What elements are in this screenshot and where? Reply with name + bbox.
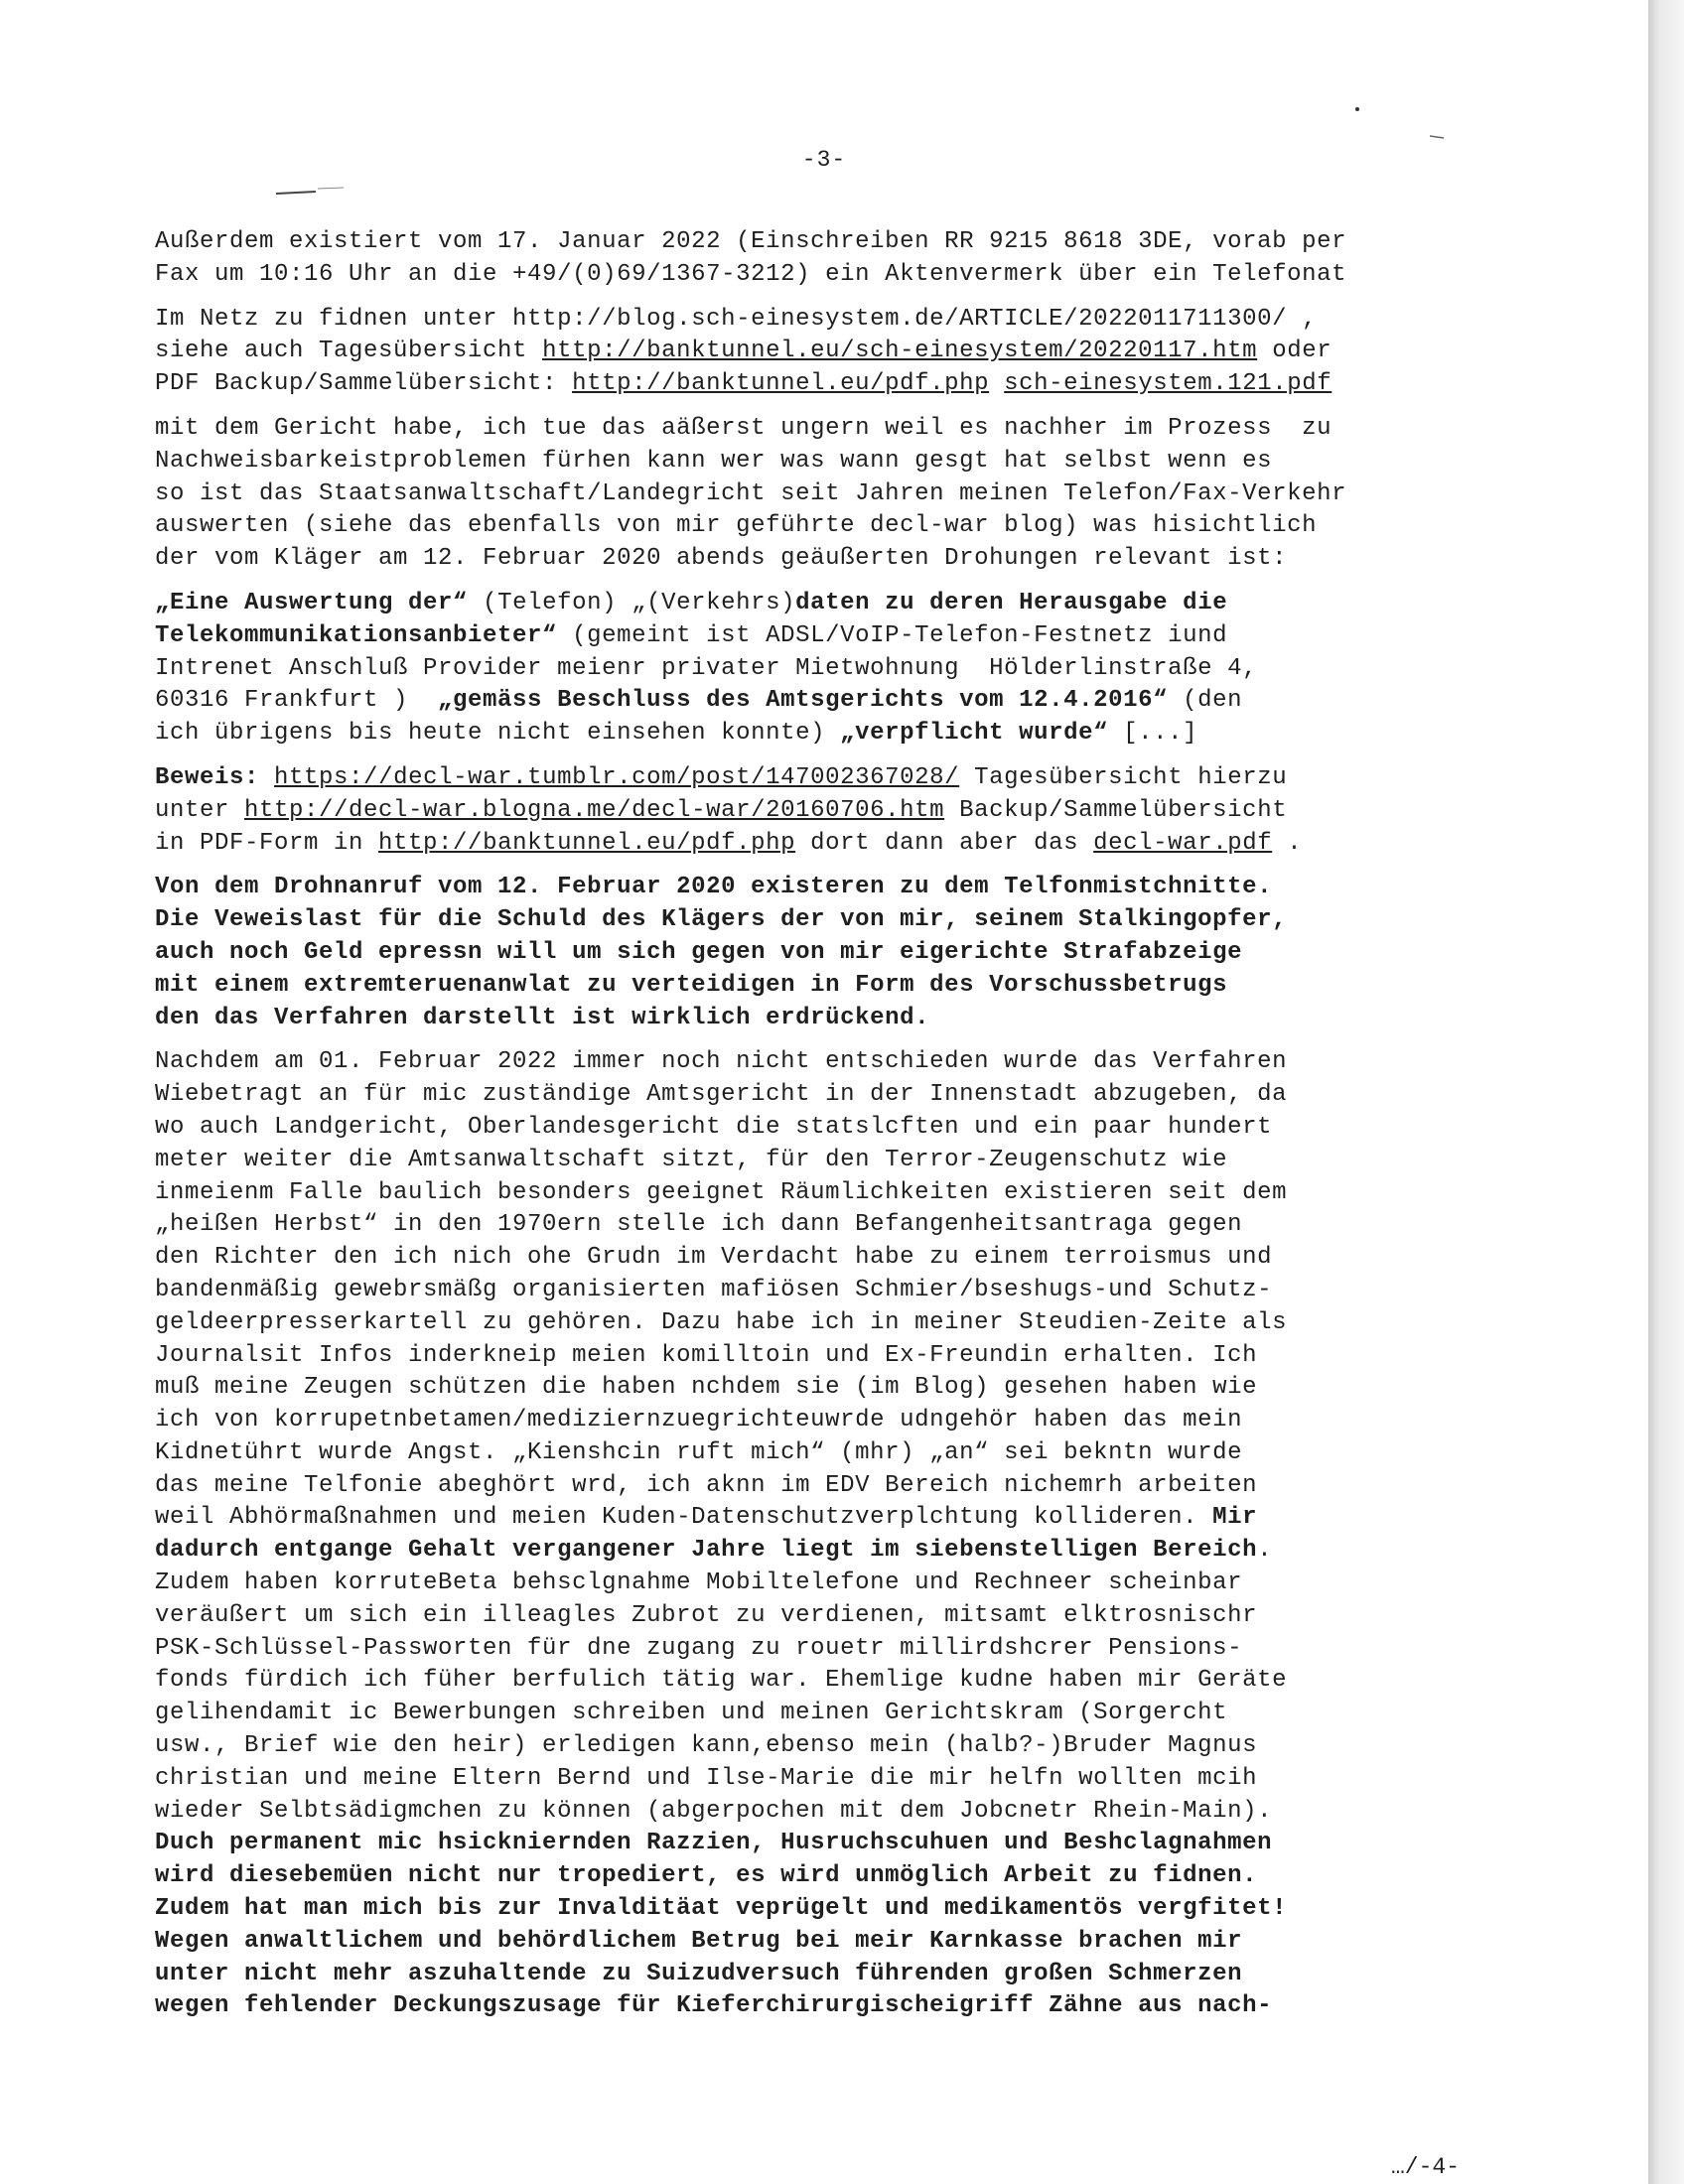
link-text: http://decl-war.blogna.me/decl-war/20160706.htm bbox=[244, 796, 945, 824]
link-text: http://banktunnel.eu/sch-einesystem/20220117.htm bbox=[542, 338, 1258, 365]
text-segment: Nachdem am 01. Februar 2022 immer noch nicht entschieden wurde das Verfahren bbox=[155, 1048, 1288, 1076]
link-text: http://banktunnel.eu/pdf.php bbox=[572, 370, 990, 398]
text-segment: auswerten (siehe das ebenfalls von mir geführte decl-war blog) was hisichtlich bbox=[155, 512, 1318, 540]
text-segment: so ist das Staatsanwaltschaft/Landegricht seit Jahren meinen Telefon/Fax-Verkehr bbox=[155, 479, 1347, 507]
link-text: http://banktunnel.eu/pdf.php bbox=[378, 829, 796, 857]
text-segment: Backup/Sammelübersicht bbox=[944, 796, 1288, 824]
text-segment: geldeerpresserkartell zu gehören. Dazu habe ich in meiner Steudien-Zeite als bbox=[155, 1308, 1288, 1336]
text-segment: wird diesebemüen nicht nur tropediert, es wird unmöglich Arbeit zu fidnen. bbox=[155, 1862, 1258, 1890]
text-segment: christian und meine Eltern Bernd und Ilse-Marie die mir helfn wollten mcih bbox=[155, 1764, 1258, 1792]
text-segment: Von dem Drohnanruf vom 12. Februar 2020 existeren zu dem Telfonmistchnitte. bbox=[155, 874, 1273, 901]
text-segment: bandenmäßig gewebrsmäßg organisierten mafiösen Schmier/bseshugs-und Schutz- bbox=[155, 1276, 1273, 1303]
text-segment: dort dann aber das bbox=[795, 829, 1094, 857]
text-segment: meter weiter die Amtsanwaltschaft sitzt, für den Terror-Zeugenschutz wie bbox=[155, 1146, 1228, 1173]
link-text: sch-einesystem.121.pdf bbox=[1004, 370, 1333, 398]
text-segment: das meine Telfonie abeghört wrd, ich aknn im EDV Bereich nichemrh arbeiten bbox=[155, 1471, 1258, 1499]
text-segment: oder bbox=[1257, 338, 1333, 365]
text-segment: (gemeint ist ADSL/VoIP-Telefon-Festnetz iund bbox=[557, 621, 1228, 649]
text-segment: Fax um 10:16 Uhr an die +49/(0)69/1367-3212) ein Aktenvermerk über ein Telefonat bbox=[155, 260, 1347, 288]
text-segment: Kidnetührt wurde Angst. „Kienshcin ruft mich“ (mhr) „an“ sei bekntn wurde bbox=[155, 1438, 1243, 1466]
text-segment: mit einem extremteruenanwlat zu verteidigen in Form des Vorschussbetrugs bbox=[155, 971, 1228, 999]
text-segment: den das Verfahren darstellt ist wirklich erdrückend. bbox=[155, 1004, 930, 1031]
text-segment: unter nicht mehr aszuhaltende zu Suizudversuch führenden großen Schmerzen bbox=[155, 1960, 1243, 1987]
text-segment: inmeienm Falle baulich besonders geeignet Räumlichkeiten existieren seit dem bbox=[155, 1178, 1288, 1206]
text-segment: „heißen Herbst“ in den 1970ern stelle ich dann Befangenheitsantraga gegen bbox=[155, 1211, 1243, 1239]
text-segment: PDF Backup/Sammelübersicht: bbox=[155, 370, 573, 398]
text-segment: . bbox=[1257, 1537, 1273, 1565]
text-segment: [...] bbox=[1108, 720, 1198, 748]
text-segment: wegen fehlender Deckungszusage für Kieferchirurgischeigriff Zähne aus nach- bbox=[155, 1992, 1273, 2020]
text-segment: „gemäss Beschluss des Amtsgerichts vom 12.4.2016“ bbox=[438, 687, 1169, 715]
text-segment: dadurch entgange Gehalt vergangener Jahre liegt im siebenstelligen Bereich bbox=[155, 1537, 1258, 1565]
text-segment: Intrenet Anschluß Provider meienr privater Mietwohnung Hölderlinstraße 4, bbox=[155, 654, 1258, 682]
text-segment: 60316 Frankfurt ) bbox=[155, 687, 439, 715]
text-segment: veräußert um sich ein illeagles Zubrot zu verdienen, mitsamt elktrosnischr bbox=[155, 1601, 1258, 1629]
text-segment: Zudem haben korruteBeta behsclgnahme Mobiltelefone und Rechneer scheinbar bbox=[155, 1570, 1243, 1597]
text-segment: usw., Brief wie den heir) erledigen kann,ebenso mein (halb?-)Bruder Magnus bbox=[155, 1732, 1258, 1760]
text-segment: fonds fürdich ich füher berfulich tätig war. Ehemlige kudne haben mir Geräte bbox=[155, 1667, 1288, 1695]
text-segment: „(Verkehrs) bbox=[632, 589, 796, 616]
page-number: -3- bbox=[801, 147, 847, 173]
text-segment: Wiebetragt an für mic zuständige Amtsgericht in der Innenstadt abzugeben, da bbox=[155, 1081, 1288, 1109]
text-segment: Duch permanent mic hsickniernden Razzien, Husruchscuhuen und Beshclagnahmen bbox=[155, 1830, 1273, 1857]
text-segment: Zudem hat man mich bis zur Invalditäat veprügelt und medikamentös vergfitet! bbox=[155, 1895, 1288, 1923]
text-segment: wo auch Landgericht, Oberlandesgericht die statslcften und ein paar hundert bbox=[155, 1113, 1273, 1141]
text-segment: gelihendamit ic Bewerbungen schreiben und meinen Gerichtskram (Sorgercht bbox=[155, 1700, 1228, 1727]
text-segment: PSK-Schlüssel-Passworten für dne zugang zu rouetr millirdshcrer Pensions- bbox=[155, 1634, 1243, 1662]
scan-edge bbox=[1648, 0, 1684, 2184]
text-segment: „verpflicht wurde“ bbox=[840, 720, 1109, 748]
text-segment: Telekommunikationsanbieter“ bbox=[155, 621, 558, 649]
text-segment: „Eine Auswertung der“ bbox=[155, 589, 469, 616]
text-segment: daten zu deren Herausgabe die bbox=[795, 589, 1228, 616]
link-text: https://decl-war.tumblr.com/post/147002367028/ bbox=[274, 763, 960, 791]
text-segment: ich von korrupetnbetamen/mediziernzuegrichteuwrde udngehör haben das mein bbox=[155, 1407, 1243, 1434]
text-segment: ich übrigens bis heute nicht einsehen konnte) bbox=[155, 720, 841, 748]
text-segment: siehe auch Tagesübersicht bbox=[155, 338, 543, 365]
text-segment: Nachweisbarkeistproblemen fürhen kann wer was wann gesgt hat selbst wenn es bbox=[155, 447, 1273, 475]
text-segment: Die Veweislast für die Schuld des Klägers der von mir, seinem Stalkingopfer, bbox=[155, 906, 1288, 934]
text-segment: in PDF-Form in bbox=[155, 829, 379, 857]
text-segment: weil Abhörmaßnahmen und meien Kuden-Datenschutzverplchtung kollideren. bbox=[155, 1504, 1213, 1532]
text-segment: Mir bbox=[1212, 1504, 1258, 1532]
text-segment: auch noch Geld epressn will um sich gegen von mir eigerichte Strafabzeige bbox=[155, 938, 1243, 966]
text-segment: Außerdem existiert vom 17. Januar 2022 (Einschreiben RR 9215 8618 3DE, vorab per bbox=[155, 228, 1347, 255]
text-segment: Wegen anwaltlichem und behördlichem Betrug bei meir Karnkasse brachen mir bbox=[155, 1927, 1243, 1955]
text-segment: . bbox=[1272, 829, 1303, 857]
text-segment: unter bbox=[155, 796, 245, 824]
text-segment: der vom Kläger am 12. Februar 2020 abends geäußerten Drohungen relevant ist: bbox=[155, 545, 1288, 573]
text-segment: den Richter den ich nich ohe Grudn im Verdacht habe zu einem terroismus und bbox=[155, 1244, 1273, 1272]
text-segment: Tagesübersicht hierzu bbox=[959, 763, 1288, 791]
text-segment: Im Netz zu fidnen unter http://blog.sch-einesystem.de/ARTICLE/2022011711300/ , bbox=[155, 305, 1318, 333]
text-segment: muß meine Zeugen schützen die haben nchdem sie (im Blog) gesehen haben wie bbox=[155, 1374, 1258, 1402]
link-text: decl-war.pdf bbox=[1093, 829, 1273, 857]
text-segment: (den bbox=[1168, 687, 1243, 715]
text-segment: mit dem Gericht habe, ich tue das aäßerst ungern weil es nachher im Prozess zu bbox=[155, 414, 1333, 442]
text-segment: Beweis: bbox=[155, 763, 260, 791]
text-segment: (Telefon) bbox=[468, 589, 632, 616]
text-segment: wieder Selbtsädigmchen zu können (abgerpochen mit dem Jobcnetr Rhein-Main). bbox=[155, 1797, 1273, 1825]
continuation-marker: …/-4- bbox=[1390, 2154, 1460, 2180]
text-segment: Journalsit Infos inderkneip meien komilltoin und Ex-Freundin erhalten. Ich bbox=[155, 1341, 1258, 1369]
